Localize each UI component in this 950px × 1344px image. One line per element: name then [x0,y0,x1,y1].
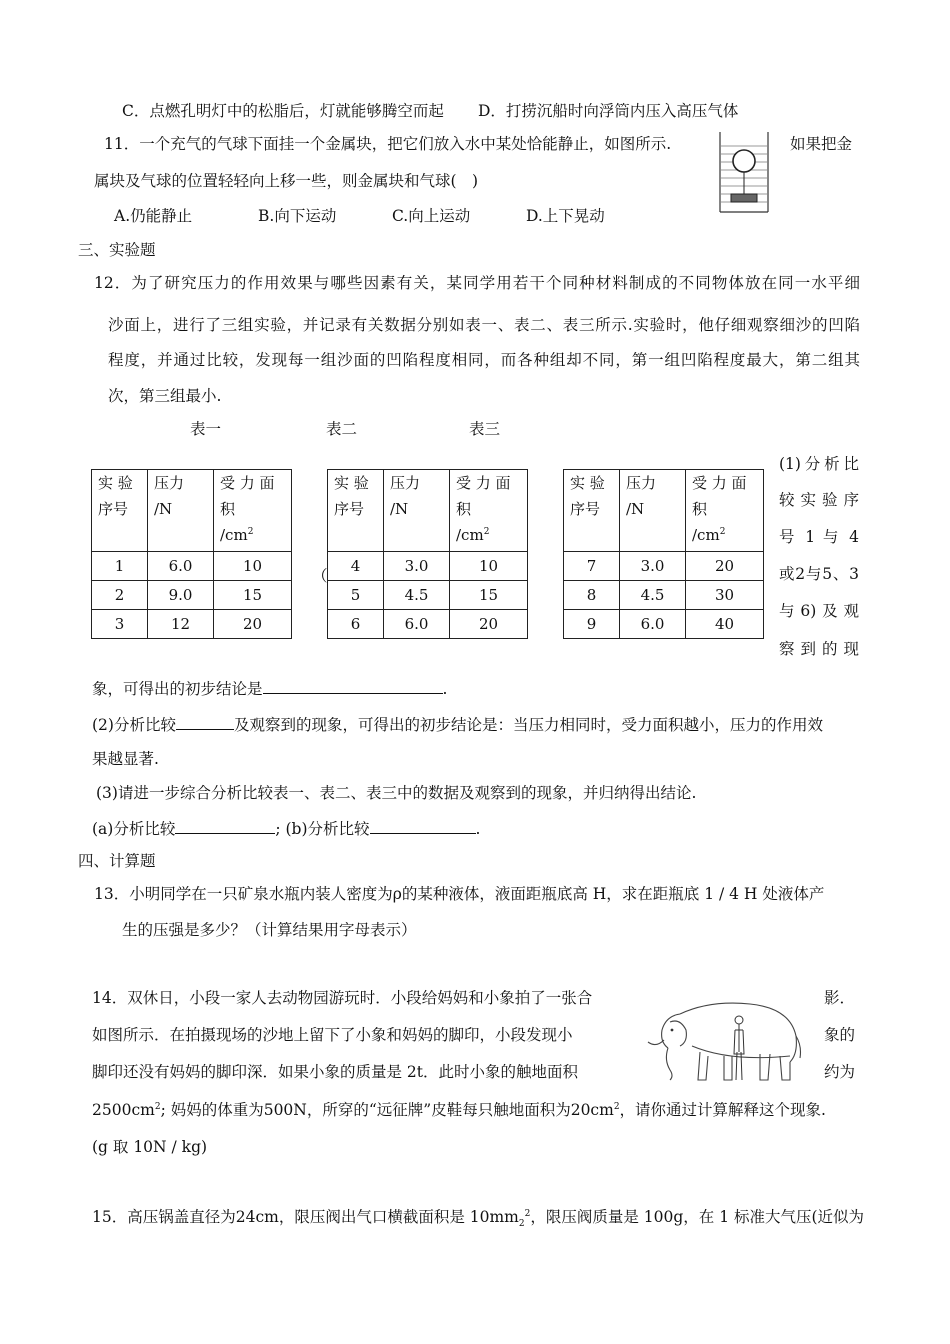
q15-part-a: 15．高压锅盖直径为24cm，限压阀出气口横截面积是 10mm [92,1208,519,1226]
cell: 10 [450,552,528,581]
header-area-unit-sup: 2 [483,527,490,537]
q15-sup: 2 [524,1208,531,1219]
q12-side-1: (1)分析比 [779,455,859,473]
cell: 5 [328,581,384,610]
cell: 40 [686,610,764,639]
header-area-2: 积 [692,500,708,518]
cell: 6 [328,610,384,639]
q12-part2-rest: 及观察到的现象，可得出的初步结论是：当压力相同时，受力面积越小，压力的作用效 [233,716,823,734]
header-area: 受 力 面 [692,474,747,492]
cell: 9.0 [148,581,214,610]
q12-part3: (3)请进一步综合分析比较表一、表二、表三中的数据及观察到的现象，并归纳得出结论. [96,784,697,802]
q11-option-a: A.仍能静止 [114,207,193,225]
q11-line2: 属块及气球的位置轻轻向上移一些，则金属块和气球( ) [94,172,479,190]
header-trial: 实 验 [570,474,605,492]
header-force-unit: /N [626,500,645,518]
table-row [92,581,292,610]
q13-line1: 13．小明同学在一只矿泉水瓶内装人密度为ρ的某种液体，液面距瓶底高 H，求在距瓶底 1 / 4 H 处液体产 [94,885,825,903]
table-row [564,610,764,639]
q15-sub: 2 [518,1219,525,1230]
header-force: 压力 [154,474,185,492]
header-area-unit: /cm [220,526,248,544]
table-row [328,581,528,610]
q15-part-b: ，限压阀质量是 100g，在 1 标准大气压(近似为 [530,1208,865,1226]
table-row [564,581,764,610]
q12-part2-line2: 果越显著. [92,750,159,768]
q12-line1: 12．为了研究压力的作用效果与哪些因素有关，某同学用若干个同种材料制成的不同物体放在同一水平细 [94,274,860,292]
cell: 1 [92,552,148,581]
table-row [92,552,292,581]
header-force: 压力 [626,474,657,492]
table1-title: 表一 [190,420,222,438]
q14-instruction: ，请你通过计算解释这个现象. [619,1101,826,1119]
q14-line2: 如图所示．在拍摄现场的沙地上留下了小象和妈妈的脚印，小段发现小 [92,1026,573,1044]
q14-line5: (g 取 10N / kg) [92,1138,208,1156]
q12-side-4: 或2与5、3 [779,565,859,583]
table-row [564,552,764,581]
header-area-2: 积 [220,500,236,518]
cell: 15 [450,581,528,610]
balloon-in-water-figure [714,128,774,216]
header-area: 受 力 面 [456,474,511,492]
q12-part3-b-label: ; (b)分析比较 [275,820,370,838]
header-area-unit-sup: 2 [247,527,254,537]
cell: 4.5 [384,581,450,610]
header-force-unit: /N [390,500,409,518]
q12-part1-end: . [442,680,448,698]
section-4-heading: 四、计算题 [78,852,156,870]
cell: 8 [564,581,620,610]
cell: 15 [214,581,292,610]
elephant-photo-figure [640,996,802,1086]
cell: 20 [450,610,528,639]
header-area-unit-sup: 2 [719,527,726,537]
table-row [328,552,528,581]
cell: 2 [92,581,148,610]
header-area-unit: /cm [692,526,720,544]
cell: 10 [214,552,292,581]
q11-option-b: B.向下运动 [258,207,337,225]
table-header-row [328,470,528,552]
table-header-row [92,470,292,552]
cell: 30 [686,581,764,610]
header-force: 压力 [390,474,421,492]
q10-option-c: C．点燃孔明灯中的松脂后，灯就能够腾空而起 [122,102,444,120]
q12-side-3: 号 1 与 4 [779,528,859,546]
q11-line1: 11．一个充气的气球下面挂一个金属块，把它们放入水中某处恰能静止，如图所示. [104,135,672,153]
stray-paren: （ [312,567,328,585]
cell: 6.0 [148,552,214,581]
q11-option-d: D.上下晃动 [526,207,605,225]
q12-part3-end: . [475,820,481,838]
header-area-unit: /cm [456,526,484,544]
section-3-heading: 三、实验题 [78,241,156,259]
q12-side-2: 较实验序 [779,491,859,509]
cell: 7 [564,552,620,581]
q12-line4: 次，第三组最小. [108,387,222,405]
q14-sup: 2 [154,1101,161,1112]
table-row [328,610,528,639]
header-trial-2: 序号 [570,500,601,518]
q14-line1-end: 影． [824,989,856,1007]
answer-blank-3a[interactable] [175,817,275,834]
cell: 6.0 [620,610,686,639]
cell: 3 [92,610,148,639]
q14-line3-end: 约为 [824,1063,856,1081]
q12-part3-ab-line [92,817,480,839]
table-header-row [564,470,764,552]
q14-line4 [92,1100,826,1120]
table3 [563,469,764,639]
q11-option-c: C.向上运动 [392,207,471,225]
q14-sup: 2 [613,1101,620,1112]
q12-part1-prefix: 象，可得出的初步结论是 [92,680,263,698]
cell: 3.0 [384,552,450,581]
answer-blank-3b[interactable] [370,817,476,834]
q15-line1 [92,1207,864,1234]
cell: 9 [564,610,620,639]
cell: 20 [214,610,292,639]
header-trial-2: 序号 [98,500,129,518]
q11-line1-end: 如果把金 [790,135,853,153]
cell: 12 [148,610,214,639]
table1 [91,469,292,639]
header-area-2: 积 [456,500,472,518]
q12-part1-line [92,677,447,699]
answer-blank-1[interactable] [263,677,443,694]
q14-area-elephant: 2500cm [92,1101,155,1119]
q14-line2-end: 象的 [824,1026,856,1044]
q12-line2: 沙面上，进行了三组实验，并记录有关数据分别如表一、表二、表三所示.实验时，他仔细观察细沙的凹陷 [108,316,860,334]
q10-option-d: D．打捞沉船时向浮筒内压入高压气体 [478,102,739,120]
q12-side-5: 与6)及观 [779,602,859,620]
header-trial: 实 验 [98,474,133,492]
q14-mom-text: ; 妈妈的体重为500N，所穿的“远征牌”皮鞋每只触地面积为20cm [160,1101,614,1119]
cell: 4 [328,552,384,581]
cell: 3.0 [620,552,686,581]
q12-part2-line [92,713,823,735]
q13-line2: 生的压强是多少？（计算结果用字母表示） [122,921,417,939]
q12-line3: 程度，并通过比较，发现每一组沙面的凹陷程度相同，而各种组却不同，第一组凹陷程度最大，第二组其 [108,351,860,369]
table3-title: 表三 [469,420,501,438]
cell: 4.5 [620,581,686,610]
header-area: 受 力 面 [220,474,275,492]
q14-line1: 14．双休日，小段一家人去动物园游玩时．小段给妈妈和小象拍了一张合 [92,989,593,1007]
cell: 20 [686,552,764,581]
q12-side-6: 察到的现 [779,640,859,658]
table-row [92,610,292,639]
header-trial: 实 验 [334,474,369,492]
q12-part2-prefix: (2)分析比较 [92,716,176,734]
header-trial-2: 序号 [334,500,365,518]
q12-part3-a-label: (a)分析比较 [92,820,176,838]
cell: 6.0 [384,610,450,639]
answer-blank-2[interactable] [176,713,234,730]
table2-title: 表二 [326,420,358,438]
q14-line3: 脚印还没有妈妈的脚印深．如果小象的质量是 2t．此时小象的触地面积 [92,1063,579,1081]
header-force-unit: /N [154,500,173,518]
table2 [327,469,528,639]
